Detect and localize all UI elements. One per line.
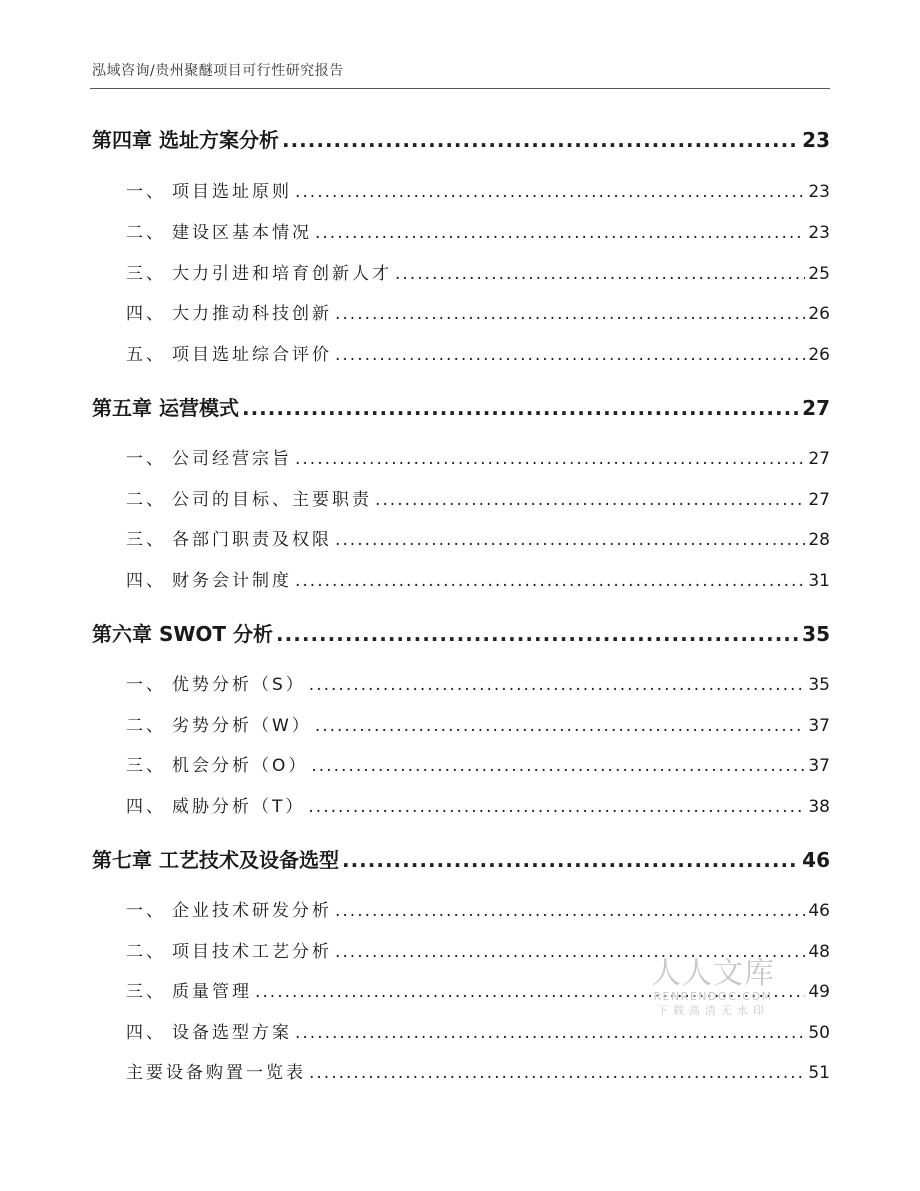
- toc-page-number: 37: [808, 756, 830, 776]
- toc-entry-title: 建设区基本情况: [172, 223, 312, 243]
- watermark-url: RENRENDOC.COM: [653, 990, 773, 1003]
- toc-entry[interactable]: [126, 525, 830, 550]
- toc-entry-number: 二、: [126, 490, 166, 510]
- toc-page-number: 25: [808, 264, 830, 284]
- toc-entry[interactable]: [126, 218, 830, 243]
- toc-entry-title: 项目选址综合评价: [172, 345, 332, 365]
- toc-entry-title: 设备选型方案: [172, 1023, 292, 1043]
- toc-entry-number: 四、: [126, 1023, 166, 1043]
- toc-page-number: 27: [802, 396, 830, 420]
- toc-entry-title: 公司经营宗旨: [172, 449, 292, 469]
- toc-entry-number: 一、: [126, 449, 166, 469]
- toc-entry-number: 四、: [126, 571, 166, 591]
- toc-entry-number: 一、: [126, 675, 166, 695]
- leader-dots: [282, 128, 799, 152]
- toc-entry[interactable]: [126, 299, 830, 324]
- toc-entry[interactable]: [126, 896, 830, 921]
- toc-entry[interactable]: [126, 670, 830, 695]
- toc-entry[interactable]: [126, 792, 830, 817]
- leader-dots: [309, 1063, 805, 1083]
- toc-page-number: 27: [808, 490, 830, 510]
- toc-page-number: 51: [808, 1063, 830, 1083]
- toc-entry-number: 三、: [126, 530, 166, 550]
- leader-dots: [311, 756, 805, 776]
- leader-dots: [395, 264, 805, 284]
- leader-dots: [309, 675, 806, 695]
- toc-entry-number: 三、: [126, 264, 166, 284]
- toc-page-number: 23: [808, 223, 830, 243]
- toc-entry[interactable]: [126, 566, 830, 591]
- watermark: [648, 958, 778, 1019]
- running-header: 泓域咨询/贵州聚醚项目可行性研究报告: [92, 63, 344, 79]
- leader-dots: [315, 716, 806, 736]
- leader-dots: [335, 304, 805, 324]
- toc-entry-title: 质量管理: [172, 982, 252, 1002]
- toc-entry[interactable]: [126, 177, 830, 202]
- toc-entry-number: 四、: [126, 304, 166, 324]
- leader-dots: [295, 182, 805, 202]
- toc-chapter-7[interactable]: [92, 844, 830, 873]
- leader-dots: [295, 1023, 805, 1043]
- toc-entry[interactable]: [126, 444, 830, 469]
- toc-chapter-4[interactable]: [92, 124, 830, 153]
- toc-page-number: 46: [808, 901, 830, 921]
- toc-page-number: 37: [808, 716, 830, 736]
- toc-chapter-6[interactable]: [92, 618, 830, 647]
- leader-dots: [295, 449, 805, 469]
- leader-dots: [308, 797, 805, 817]
- toc-entry[interactable]: [126, 1018, 830, 1043]
- toc-entry-number: 四、: [126, 797, 166, 817]
- toc-entry-number: 三、: [126, 982, 166, 1002]
- toc-entry-title: 威胁分析（T）: [172, 797, 306, 817]
- leader-dots: [375, 490, 805, 510]
- leader-dots: [315, 223, 805, 243]
- toc-entry-title: 机会分析（O）: [172, 756, 309, 776]
- toc-page-number: 48: [808, 942, 830, 962]
- toc-entry-title: 项目技术工艺分析: [172, 942, 332, 962]
- watermark-caption: 下载高清无水印: [657, 1004, 769, 1017]
- toc-entry-title: 劣势分析（W）: [172, 716, 312, 736]
- toc-entry[interactable]: [126, 340, 830, 365]
- toc-page-number: 26: [808, 345, 830, 365]
- toc-page-number: 26: [808, 304, 830, 324]
- toc-entry-title: 各部门职责及权限: [172, 530, 332, 550]
- toc-page-number: 38: [808, 797, 830, 817]
- leader-dots: [335, 530, 805, 550]
- toc-page-number: 49: [808, 982, 830, 1002]
- toc-entry[interactable]: [126, 751, 830, 776]
- toc-entry-title: 公司的目标、主要职责: [172, 490, 372, 510]
- toc-entry-number: 五、: [126, 345, 166, 365]
- leader-dots: [276, 622, 799, 646]
- toc-entry-title: 企业技术研发分析: [172, 901, 332, 921]
- toc-entry-number: 一、: [126, 182, 166, 202]
- toc-page-number: 35: [808, 675, 830, 695]
- toc-entry-number: 二、: [126, 716, 166, 736]
- leader-dots: [335, 901, 805, 921]
- toc-chapter-title: 第六章 SWOT 分析: [92, 622, 274, 646]
- toc-entry-title: 项目选址原则: [172, 182, 292, 202]
- leader-dots: [342, 848, 799, 872]
- toc-entry[interactable]: [126, 711, 830, 736]
- toc-chapter-5[interactable]: [92, 392, 830, 421]
- toc-entry-number: 三、: [126, 756, 166, 776]
- leader-dots: [295, 571, 805, 591]
- toc-entry-title: 财务会计制度: [172, 571, 292, 591]
- toc-page-number: 23: [808, 182, 830, 202]
- toc-entry[interactable]: [126, 259, 830, 284]
- toc-entry-number: 二、: [126, 223, 166, 243]
- toc-chapter-title: 第四章 选址方案分析: [92, 128, 279, 152]
- toc-page-number: 31: [808, 571, 830, 591]
- toc-page-number: 28: [808, 530, 830, 550]
- leader-dots: [242, 396, 799, 420]
- toc-page-number: 35: [802, 622, 830, 646]
- toc-entry-title: 优势分析（S）: [172, 675, 306, 695]
- toc-entry[interactable]: [126, 1058, 830, 1083]
- toc-entry[interactable]: [126, 485, 830, 510]
- toc-chapter-title: 第七章 工艺技术及设备选型: [92, 848, 339, 872]
- toc-entry-number: 一、: [126, 901, 166, 921]
- header-divider: [90, 88, 830, 89]
- toc-entry-title: 主要设备购置一览表: [126, 1063, 306, 1083]
- toc-entry-title: 大力引进和培育创新人才: [172, 264, 392, 284]
- toc-entry-number: 二、: [126, 942, 166, 962]
- toc-entry-title: 大力推动科技创新: [172, 304, 332, 324]
- leader-dots: [335, 345, 805, 365]
- toc-page-number: 46: [802, 848, 830, 872]
- toc-page-number: 23: [802, 128, 830, 152]
- toc-page-number: 27: [808, 449, 830, 469]
- toc-page-number: 50: [808, 1023, 830, 1043]
- toc-chapter-title: 第五章 运营模式: [92, 396, 239, 420]
- watermark-logo: 人人文库: [651, 956, 775, 991]
